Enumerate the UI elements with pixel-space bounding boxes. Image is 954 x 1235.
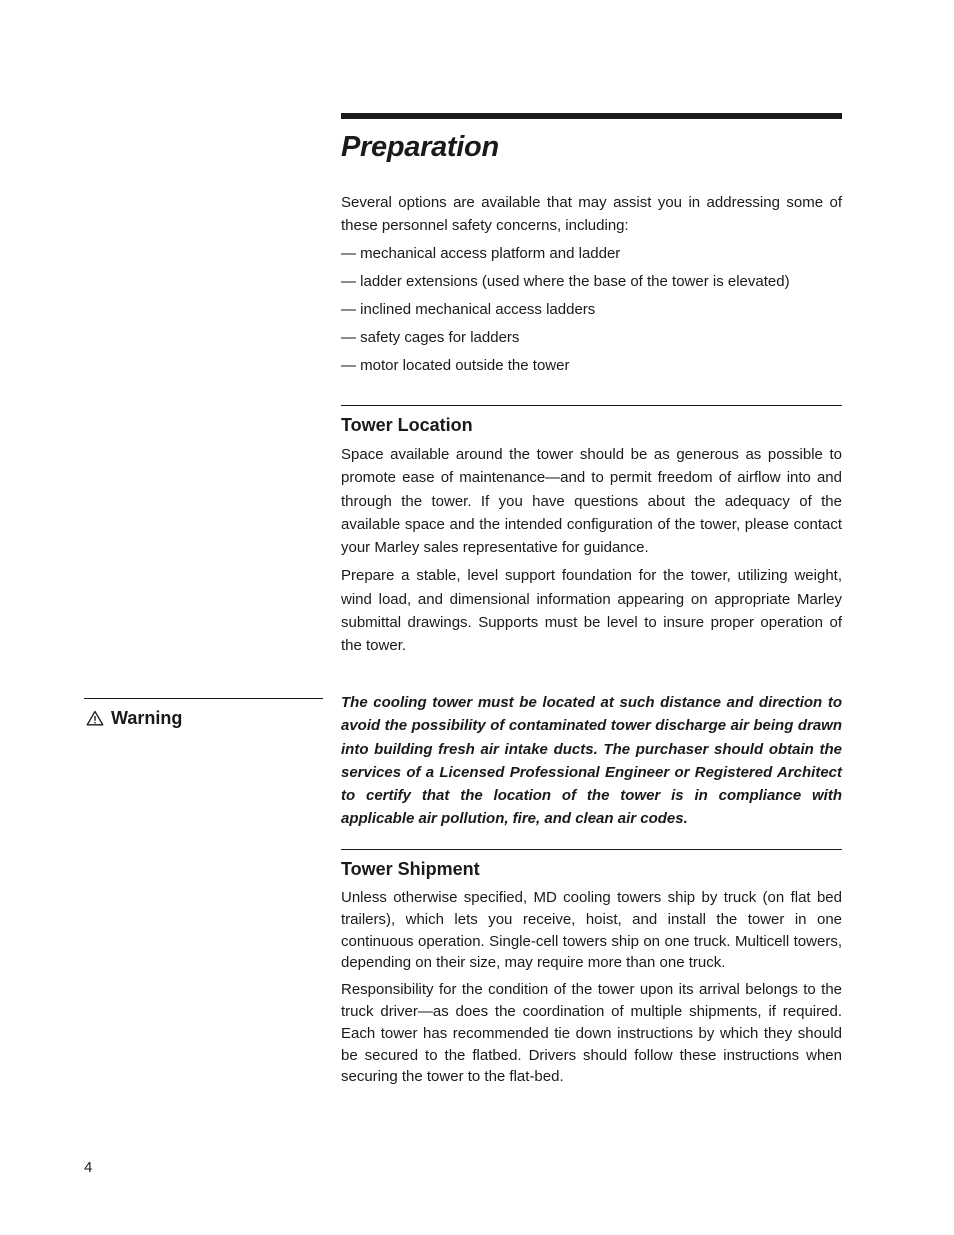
warning-label xyxy=(86,706,182,730)
tower-location-paragraph: Prepare a stable, level support foundation for the tower, utilizing weight, wind load, and dimensional information appearing on appropriate Marley submittal drawings. Supports must be level to insure proper operation of the tower. xyxy=(341,567,842,655)
page-title: Preparation xyxy=(341,131,499,163)
list-item: — inclined mechanical access ladders xyxy=(341,301,596,318)
intro-block xyxy=(341,191,842,238)
title-rule xyxy=(341,113,842,119)
tower-shipment-heading: Tower Shipment xyxy=(341,859,480,879)
section-divider xyxy=(341,405,842,406)
options-list xyxy=(341,242,842,382)
tower-location-body xyxy=(341,443,842,658)
list-item: — motor located outside the tower xyxy=(341,357,570,374)
list-item: — mechanical access platform and ladder xyxy=(341,245,621,262)
tower-location-paragraph: Space available around the tower should be as generous as possible to promote ease of maintenance—and to permit freedom of airflow into and through the tower. If you have questions about the adequacy of the available space and the intended configuration of the tower, please contact your Marley sales representative for guidance. xyxy=(341,446,842,557)
tower-shipment-paragraph: Unless otherwise specified, MD cooling towers ship by truck (on flat bed trailers), which lets you receive, hoist, and install the tower in one continuous operation. Single-cell towers ship on one truck. Multicell towers, depending on their size, may require more than one truck. xyxy=(341,889,842,972)
warning-divider xyxy=(84,698,323,699)
tower-shipment-paragraph: Responsibility for the condition of the tower upon its arrival belongs to the truck driver—as does the coordination of multiple shipments, if required. Each tower has recommended tie down instructions by which they should be secured to the flatbed. Drivers should follow these instructions when securing the tower to the flat-bed. xyxy=(341,981,842,1086)
intro-paragraph: Several options are available that may assist you in addressing some of these personnel safety concerns, including: xyxy=(341,194,842,235)
list-item: — ladder extensions (used where the base of the tower is elevated) xyxy=(341,273,790,290)
list-item: — safety cages for ladders xyxy=(341,329,520,346)
tower-shipment-body xyxy=(341,887,842,1088)
warning-label-text: Warning xyxy=(111,708,183,728)
warning-text: The cooling tower must be located at such distance and direction to avoid the possibility of contaminated tower discharge air being drawn into building fresh air intake ducts. The purchaser should obtain the services of a Licensed Professional Engineer or Registered Architect to certify that the location of the tower is in compliance with applicable air pollution, fire, and clean air codes. xyxy=(341,694,842,828)
section-divider xyxy=(341,849,842,850)
warning-triangle-icon xyxy=(86,710,104,726)
tower-location-heading: Tower Location xyxy=(341,415,473,435)
page-number: 4 xyxy=(84,1159,93,1176)
